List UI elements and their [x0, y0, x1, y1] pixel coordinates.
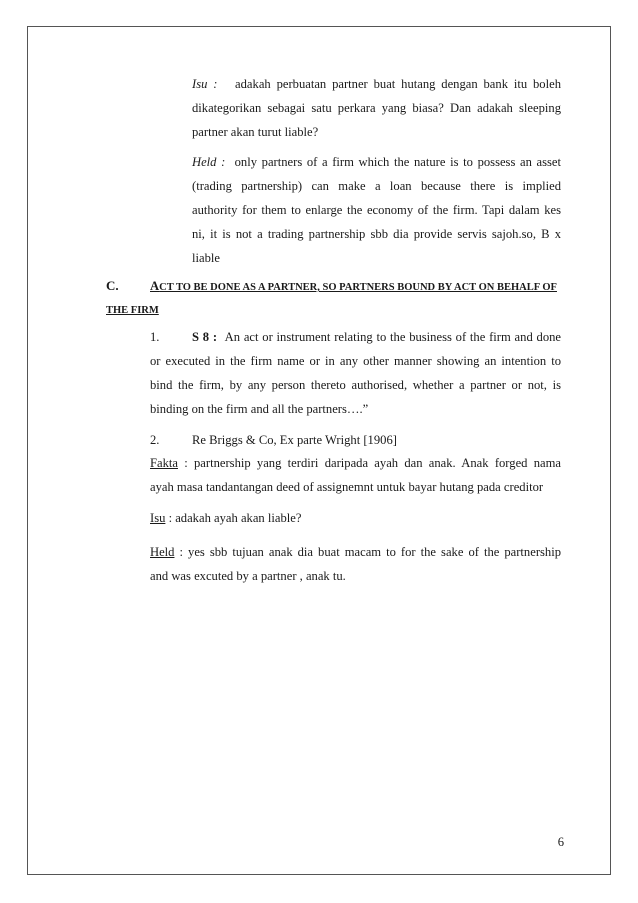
held-2-block — [150, 540, 561, 588]
item-1-line-4: binding on the firm and all the partners….” — [150, 402, 369, 416]
fakta-line-1: Fakta : partnership yang terdiri daripada ayah dan anak. Anak forged nama — [150, 456, 561, 470]
section-8-label: S 8 : — [192, 330, 218, 344]
held-label: Held : — [192, 155, 226, 169]
fakta-line-2: ayah masa tandantangan deed of assignemnt untuk bayar hutang pada creditor — [150, 480, 544, 494]
fakta-label: Fakta — [150, 456, 178, 470]
isu-line-1: Isu : adakah perbuatan partner buat hutang dengan bank itu boleh — [192, 77, 561, 91]
isu-line-3: partner akan turut liable? — [192, 125, 319, 139]
isu-label: Isu : — [192, 77, 218, 91]
item-2-number: 2. — [150, 433, 160, 447]
isu-2-line: Isu : adakah ayah akan liable? — [150, 511, 302, 525]
held-block — [192, 150, 561, 270]
item-1-number: 1. — [150, 330, 160, 344]
isu-line-2: dikategorikan sebagai satu perkara yang biasa? Dan adakah sleeping — [192, 101, 561, 115]
isu-block — [192, 72, 561, 144]
held-line-3: authority for them to enlarge the economy of the firm. Tapi dalam kes — [192, 203, 561, 217]
item-1-block — [150, 325, 561, 421]
section-c-title-line-1: ACT TO BE DONE AS A PARTNER, SO PARTNERS BOUND BY ACT ON BEHALF OF — [150, 279, 557, 293]
item-1-line-2: or executed in the firm name or in any other manner showing an intention to — [150, 354, 561, 368]
held-2-line-1: Held : yes sbb tujuan anak dia buat macam to for the sake of the partnership — [150, 545, 562, 559]
held-2-line-2: and was excuted by a partner , anak tu. — [150, 569, 346, 583]
item-1-line-1: S 8 : An act or instrument relating to the business of the firm and done — [192, 330, 562, 344]
section-c-letter: C. — [106, 278, 119, 293]
section-c-title-line-2: THE FIRM — [106, 305, 159, 316]
fakta-block — [150, 451, 561, 499]
held-2-label: Held — [150, 545, 175, 559]
held-line-5: liable — [192, 251, 220, 265]
held-line-1: Held : only partners of a firm which the nature is to possess an asset — [192, 155, 562, 169]
item-1-line-3: bind the firm, by any person thereto authorised, whether a partner or not, is — [150, 378, 561, 392]
item-2-case-name: Re Briggs & Co, Ex parte Wright [1906] — [192, 433, 397, 447]
held-line-2: (trading partnership) can make a loan because there is implied — [192, 179, 561, 193]
held-line-4: ni, it is not a trading partnership sbb dia provide servis sajoh.so, B x — [192, 227, 561, 241]
page-number: 6 — [557, 835, 564, 849]
isu-2-label: Isu — [150, 511, 166, 525]
